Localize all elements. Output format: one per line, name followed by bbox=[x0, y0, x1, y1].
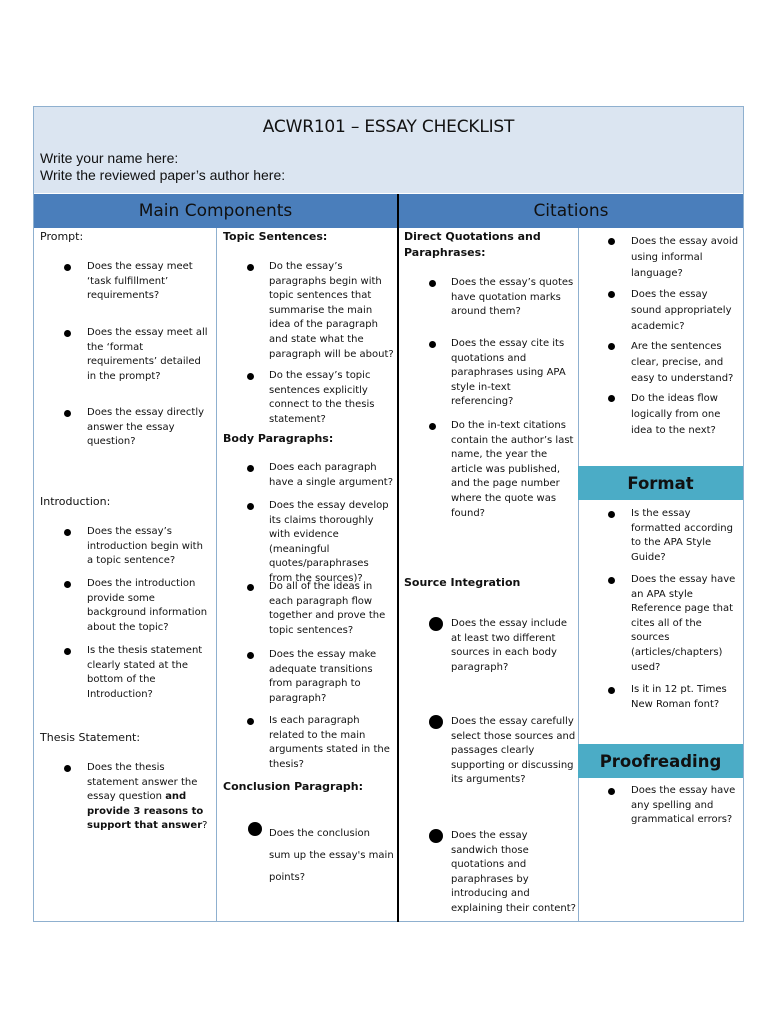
checklist-item: Does the essay cite its quotations and paraphrases using APA style in-text referencing? bbox=[451, 338, 566, 408]
bullet bbox=[608, 238, 615, 245]
bullet bbox=[429, 715, 443, 729]
bullet bbox=[64, 529, 71, 536]
bullet bbox=[64, 410, 71, 417]
bullet bbox=[608, 788, 615, 795]
center-divider bbox=[397, 194, 399, 922]
bullet bbox=[64, 648, 71, 655]
checklist-item: Do the essay’s paragraphs begin with topic sentences that summarise the main idea of the paragraph and state what the paragraph will be about? bbox=[269, 261, 394, 360]
bullet bbox=[247, 584, 254, 591]
checklist-item: Is it in 12 pt. Times New Roman font? bbox=[631, 684, 727, 710]
page-title: ACWR101 – ESSAY CHECKLIST bbox=[262, 117, 515, 137]
bullet bbox=[247, 465, 254, 472]
checklist-item: Is each paragraph related to the main arguments stated in the thesis? bbox=[269, 715, 390, 770]
checklist-item: Is the thesis statement clearly stated at the bottom of the Introduction? bbox=[87, 645, 203, 700]
author-line: Write the reviewed paper’s author here: bbox=[40, 167, 286, 183]
bullet bbox=[429, 280, 436, 287]
bullet bbox=[64, 330, 71, 337]
topic-sentences-heading: Topic Sentences: bbox=[223, 230, 328, 243]
column-divider bbox=[216, 228, 217, 922]
bullet bbox=[247, 373, 254, 380]
body-paragraphs-heading: Body Paragraphs: bbox=[223, 432, 334, 445]
bullet bbox=[429, 341, 436, 348]
checklist-item: Does the essay meet ‘task fulfillment’ requirements? bbox=[87, 261, 193, 302]
bullet bbox=[608, 291, 615, 298]
checklist-item: Does the essay’s introduction begin with a topic sentence? bbox=[87, 526, 203, 567]
bullet bbox=[429, 829, 443, 843]
checklist-item: Do the ideas flow logically from one idea to the next? bbox=[631, 393, 721, 436]
prompt-heading: Prompt: bbox=[40, 230, 84, 243]
citations-bar: Citations bbox=[399, 194, 743, 228]
column-divider bbox=[578, 228, 579, 922]
checklist-item: Does the essay develop its claims thoroughly with evidence (meaningful quotes/paraphrases from the sources)? bbox=[269, 500, 389, 584]
checklist-item: Does the essay have any spelling and grammatical errors? bbox=[631, 785, 736, 826]
bullet bbox=[248, 822, 262, 836]
checklist-item: Does the essay directly answer the essay question? bbox=[87, 407, 205, 448]
checklist-item: Does the essay have an APA style Reference page that cites all of the sources (articles/chapters) used? bbox=[631, 574, 736, 673]
checklist-item: Does the essay’s quotes have quotation marks around them? bbox=[451, 277, 574, 318]
bullet bbox=[608, 343, 615, 350]
bullet bbox=[608, 395, 615, 402]
source-integration-heading: Source Integration bbox=[404, 576, 521, 589]
conclusion-heading: Conclusion Paragraph: bbox=[223, 780, 363, 793]
main-components-bar: Main Components bbox=[34, 194, 397, 228]
bullet bbox=[247, 503, 254, 510]
bullet bbox=[64, 765, 71, 772]
bullet bbox=[247, 652, 254, 659]
name-line: Write your name here: bbox=[40, 150, 179, 166]
checklist-item: Do the in-text citations contain the author’s last name, the year the article was published, and the page number where the quote was found? bbox=[451, 420, 574, 519]
bullet bbox=[608, 511, 615, 518]
bullet bbox=[64, 581, 71, 588]
checklist-item: Does the essay make adequate transitions from paragraph to paragraph? bbox=[269, 649, 377, 704]
checklist-header bbox=[34, 107, 743, 193]
thesis-heading: Thesis Statement: bbox=[40, 731, 141, 744]
item-text: Does the thesis statement answer the essay question bbox=[87, 762, 198, 803]
bullet bbox=[429, 617, 443, 631]
essay-checklist bbox=[33, 106, 744, 922]
format-bar: Format bbox=[578, 466, 743, 500]
introduction-heading: Introduction: bbox=[40, 495, 111, 508]
checklist-item: Does the essay sound appropriately academic? bbox=[631, 289, 732, 332]
checklist-item: Does the introduction provide some background information about the topic? bbox=[87, 578, 208, 633]
item-emphasis: and provide 3 reasons to support that answer bbox=[87, 791, 204, 832]
checklist-item: Does the essay sandwich those quotations and paraphrases by introducing and explaining their content? bbox=[451, 830, 576, 914]
checklist-item: Do all of the ideas in each paragraph flow together and prove the topic sentences? bbox=[269, 581, 386, 636]
bullet bbox=[247, 718, 254, 725]
bullet bbox=[64, 264, 71, 271]
proofreading-bar: Proofreading bbox=[578, 744, 743, 778]
checklist-item: Is the essay formatted according to the APA Style Guide? bbox=[631, 508, 733, 563]
checklist-item bbox=[87, 761, 212, 834]
checklist-item: Does the essay include at least two different sources in each body paragraph? bbox=[451, 618, 567, 673]
checklist-item: Do the essay’s topic sentences explicitly connect to the thesis statement? bbox=[269, 370, 375, 425]
checklist-item: Are the sentences clear, precise, and easy to understand? bbox=[631, 341, 734, 384]
direct-quotations-heading: Direct Quotations and Paraphrases: bbox=[404, 230, 541, 259]
bullet bbox=[247, 264, 254, 271]
item-text: ? bbox=[202, 820, 208, 832]
checklist-item: Does the conclusion sum up the essay's main points? bbox=[269, 828, 394, 883]
checklist-item: Does the essay meet all the ‘format requirements’ detailed in the prompt? bbox=[87, 327, 208, 382]
bullet bbox=[429, 423, 436, 430]
checklist-item: Does the essay avoid using informal language? bbox=[631, 236, 739, 279]
checklist-item: Does each paragraph have a single argument? bbox=[269, 462, 394, 488]
bullet bbox=[608, 577, 615, 584]
checklist-item: Does the essay carefully select those sources and passages clearly supporting or discussing its arguments? bbox=[451, 716, 576, 786]
bullet bbox=[608, 687, 615, 694]
